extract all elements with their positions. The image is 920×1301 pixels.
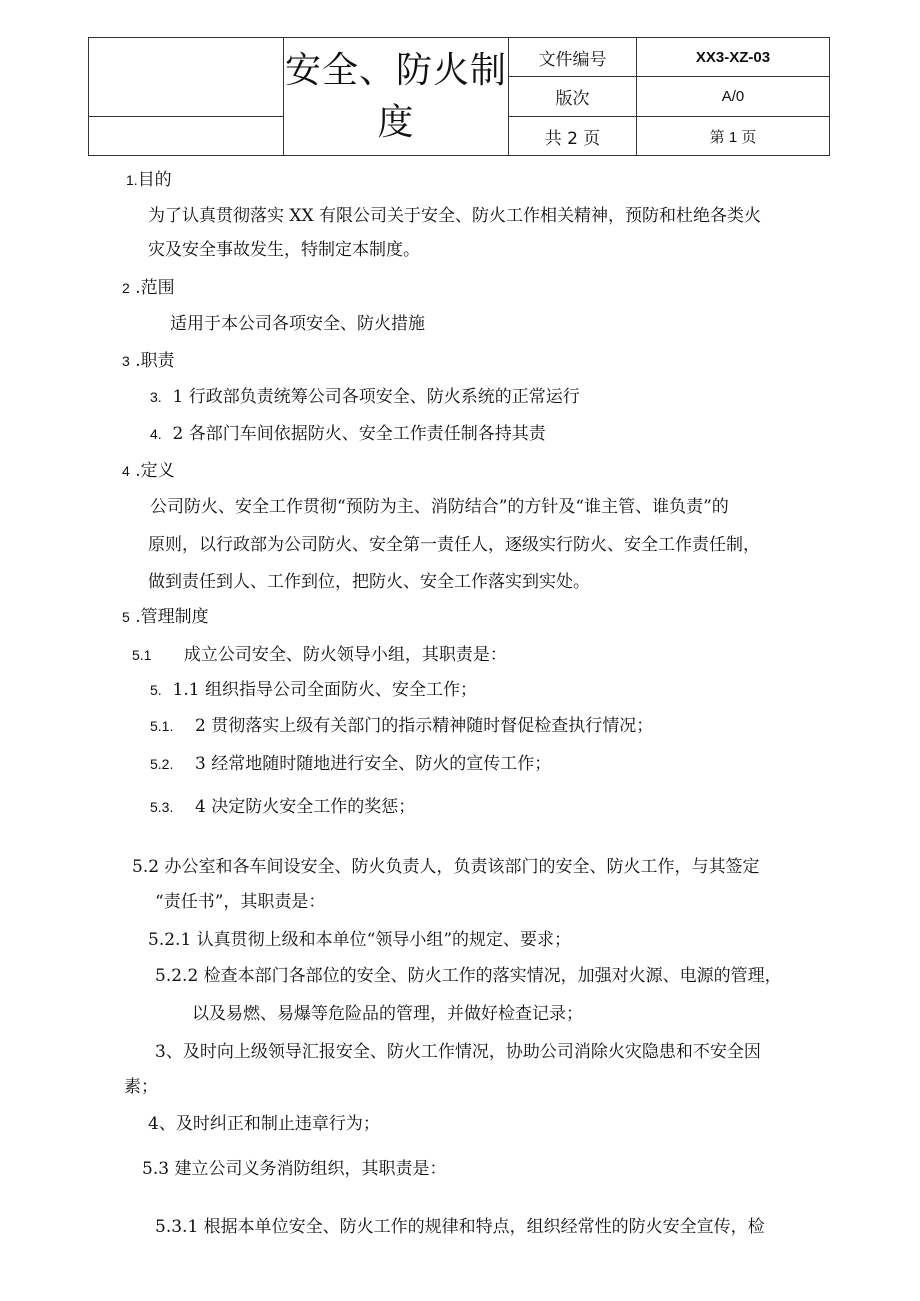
clause-5-1-text: 成立公司安全、防火领导小组，其职责是： (183, 645, 507, 665)
clause-5-1-4-text: 4 决定防火安全工作的奖惩； (194, 797, 416, 817)
section-2-line-1: 适用于本公司各项安全、防火措施 (170, 314, 425, 334)
clause-5-3: 5.3 建立公司义务消防组织，其职责是： (142, 1159, 447, 1179)
section-2-title: .范围 (135, 278, 175, 298)
section-2-heading (122, 276, 175, 300)
clause-5-1-1 (150, 678, 477, 702)
clause-5-1-1-text: 1.1 组织指导公司全面防火、安全工作； (172, 680, 477, 700)
section-5-title: .管理制度 (135, 607, 209, 627)
clause-5-2-1: 5.2.1 认真贯彻上级和本单位“领导小组”的规定、要求； (148, 930, 572, 950)
clause-5-1-3-text: 3 经常地随时随地进行安全、防火的宣传工作； (194, 754, 552, 774)
section-4-number: 4 (122, 463, 130, 479)
section-4-line-2: 原则，以行政部为公司防火、安全第一责任人，逐级实行防火、安全工作责任制， (148, 535, 760, 555)
section-5-heading (122, 605, 209, 629)
version-value: A/0 (637, 77, 830, 117)
section-3-item-2-text: 2 各部门车间依据防火、安全工作责任制各持其责 (172, 424, 546, 444)
section-4-line-3: 做到责任到人、工作到位，把防火、安全工作落实到实处。 (148, 572, 590, 592)
section-1-title: 目的 (137, 170, 172, 190)
pages-total: 共 2 页 (509, 117, 637, 156)
file-no-label: 文件编号 (509, 38, 637, 77)
clause-5-1-2-number: 5.1. (150, 718, 174, 734)
section-3-title: .职责 (135, 351, 175, 371)
section-3-item-1-text: 1 行政部负责统筹公司各项安全、防火系统的正常运行 (172, 387, 580, 407)
section-4-heading (122, 459, 175, 483)
section-3-item-1-number: 3. (150, 389, 162, 405)
clause-5-2-line-2: “责任书”，其职责是： (155, 892, 326, 912)
section-4-title: .定义 (135, 461, 175, 481)
clause-5-1-1-number: 5. (150, 682, 162, 698)
clause-5-2-4: 4、及时纠正和制止违章行为； (148, 1114, 380, 1134)
section-4-line-1: 公司防火、安全工作贯彻“预防为主、消防结合”的方针及“谁主管、谁负责”的 (150, 497, 729, 517)
clause-5-2-line-1: 5.2 办公室和各车间设安全、防火负责人，负责该部门的安全、防火工作，与其签定 (132, 857, 760, 877)
clause-5-1-2 (150, 714, 653, 738)
section-2-number: 2 (122, 280, 130, 296)
header-blank-top (89, 38, 284, 117)
document-title: 安全、防火制度 (284, 38, 509, 156)
clause-5-1-3-number: 5.2. (150, 756, 174, 772)
section-3-item-2 (150, 422, 546, 446)
clause-5-2-2-line-2: 以及易燃、易爆等危险品的管理，并做好检查记录； (192, 1004, 583, 1024)
clause-5-1-4 (150, 795, 415, 819)
clause-5-1-number: 5.1 (132, 647, 152, 663)
section-5-number: 5 (122, 609, 130, 625)
section-3-number: 3 (122, 353, 130, 369)
section-1-heading (126, 168, 172, 192)
section-1-line-2: 灾及安全事故发生，特制定本制度。 (148, 240, 420, 260)
file-no-value: XX3-XZ-03 (637, 38, 830, 77)
section-3-item-1 (150, 385, 580, 409)
clause-5-1 (132, 643, 507, 667)
section-1-number: 1. (126, 172, 138, 188)
clause-5-1-2-text: 2 贯彻落实上级有关部门的指示精神随时督促检查执行情况； (194, 716, 654, 736)
clause-5-2-3-line-1: 3、及时向上级领导汇报安全、防火工作情况，协助公司消除火灾隐患和不安全因 (155, 1042, 761, 1062)
section-3-heading (122, 349, 175, 373)
section-3-item-2-number: 4. (150, 426, 162, 442)
header-blank-bottom (89, 117, 284, 156)
version-label: 版次 (509, 77, 637, 117)
clause-5-2-2-line-1: 5.2.2 检查本部门各部位的安全、防火工作的落实情况，加强对火源、电源的管理， (155, 966, 782, 986)
document-header-table (88, 37, 830, 156)
clause-5-2-3-line-2: 素； (124, 1077, 158, 1097)
clause-5-1-3 (150, 752, 551, 776)
page-current: 第 1 页 (637, 117, 830, 156)
section-1-line-1: 为了认真贯彻落实 XX 有限公司关于安全、防火工作相关精神，预防和杜绝各类火 (148, 206, 762, 226)
clause-5-1-4-number: 5.3. (150, 799, 174, 815)
clause-5-3-1: 5.3.1 根据本单位安全、防火工作的规律和特点，组织经常性的防火安全宣传，检 (155, 1217, 765, 1237)
